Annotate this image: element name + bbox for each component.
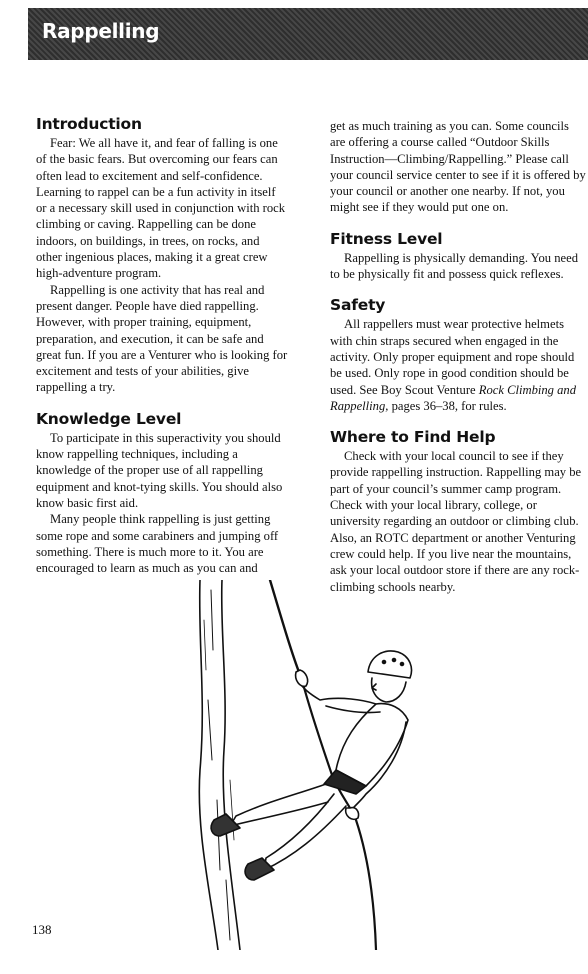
- rock-face: [199, 580, 240, 950]
- introduction-heading: Introduction: [36, 115, 142, 133]
- safety-heading: Safety: [330, 296, 386, 315]
- knowledge-paragraph-1: To participate in this superactivity you should know rappelling techniques, including a knowledge of the proper use of all rappelling equipment and knot-tying skills. You should also know basic first aid.: [36, 430, 283, 510]
- introduction-paragraph-2: Rappelling is one activity that has real and present danger. People have died rappelling. However, with proper training, equipment, preparation, and execution, it can be safe and great fun. If you are a Venturer who is looking for excitement and tests of your abilities, give rappelling a try.: [36, 282, 288, 395]
- left-column: [36, 115, 288, 576]
- fitness-paragraph: Rappelling is physically demanding. You need to be physically fit and possess quick reflexes.: [330, 250, 579, 282]
- help-paragraph: Check with your local council to see if they provide rappelling instruction. Rappelling may be part of your council’s summer camp program. Check with your local library, college, or university regarding an outdoor or climbing club. Also, an ROTC department or another Venturing crew could help. If you live near the mountains, ask your local outdoor store if there are any rock-climbing schools nearby.: [330, 449, 582, 594]
- fitness-level-heading: Fitness Level: [330, 229, 443, 248]
- chapter-title: Rappelling: [42, 19, 160, 43]
- knowledge-continuation: get as much training as you can. Some councils are offering a course called “Outdoor Skills Instruction—Climbing/Rappelling.” Please call your council service center to see if it is offered by your council or another one nearby. If not, you might see if they would put one on.: [330, 119, 586, 215]
- climber-head: [368, 651, 412, 702]
- where-to-find-help-heading: Where to Find Help: [330, 428, 496, 447]
- knowledge-paragraph-2: Many people think rappelling is just getting some rope and some carabiners and jumping off something. There is much more to it. You are encouraged to learn as much as you can and: [36, 512, 279, 576]
- climber-body: [296, 670, 408, 819]
- page-number: 138: [32, 922, 52, 937]
- climber-legs: [211, 770, 366, 880]
- introduction-paragraph-1: Fear: We all have it, and fear of falling is one of the basic fears. But overcoming our fears can often lead to excitement and self-confidence. Learning to rappel can be a fun activity in itself or a necessary skill used in conjunction with rock climbing or caving. Rappelling can be done indoors, on buildings, in trees, on rocks, and other ingenious places, making it a great crew high-adventure program.: [36, 136, 286, 281]
- chapter-header-bar: [28, 8, 588, 60]
- right-column: [330, 118, 586, 595]
- safety-text-a: All rappellers must wear protective helmets with chin straps secured when engaged in the activity. Only proper equipment and rope should be used. Only rope in good condition should be used. See Boy Scout Venture: [330, 317, 575, 397]
- safety-text-b: pages 36–38, for rules.: [388, 398, 507, 413]
- rappeller-illustration: [170, 580, 430, 950]
- safety-book-title: Rock Climbing and Rappelling,: [330, 382, 577, 413]
- knowledge-level-heading: Knowledge Level: [36, 409, 182, 428]
- safety-paragraph: [330, 316, 586, 414]
